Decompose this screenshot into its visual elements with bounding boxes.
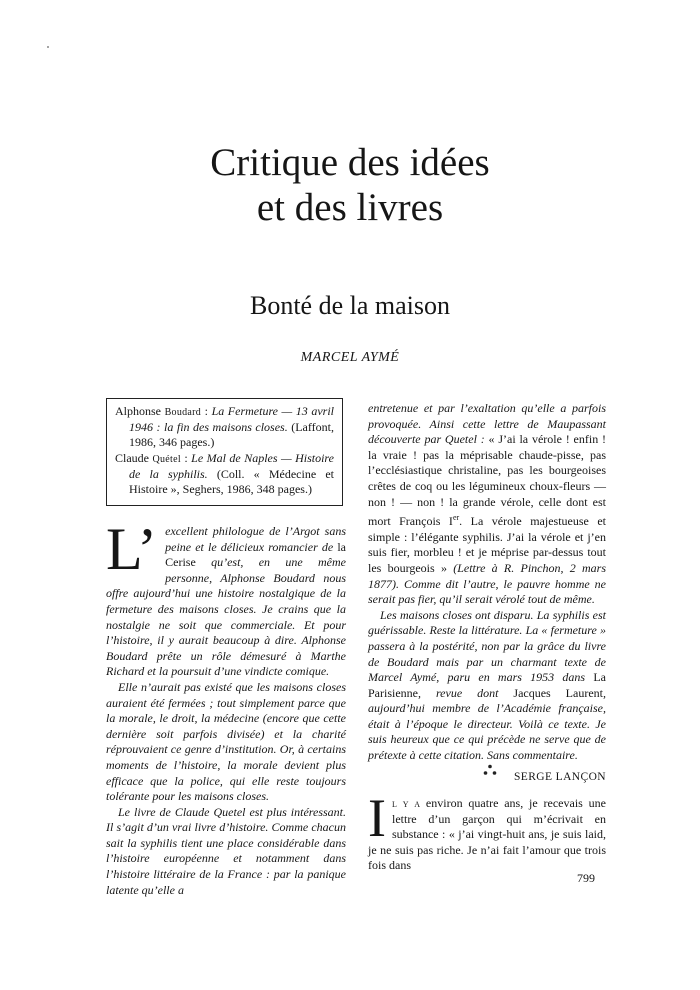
review-text: qu’est, en une même personne, Alphonse Boudard nous offre aujourd’hui une histoire nostalgique de la fermeture des maisons closes. Je crains que la nostalgie ne soit que commerciale. Et pour l’histoire, il y aurait beaucoup à dire. Alphonse Boudard prête un rôle démesuré à Marthe Richard et la poursuit d’une vindicte comique.	[106, 555, 346, 679]
stray-dot	[47, 46, 49, 48]
book-reference	[115, 404, 334, 450]
review-text: , revue dont	[418, 685, 514, 700]
review-text: (Lettre à R. Pinchon, 2 mars 1877). Comme dit l’autre, le pauvre homme ne serait pas fier, qu’il serait vérolé tout de même.	[368, 560, 606, 607]
section-title-line-1: Critique des idées	[210, 141, 490, 184]
review-text: , aujourd’hui membre de l’Académie française, était à l’époque le directeur. Voilà ce texte. Je suis heureux que ce qui précède ne serve que de prétexte à cette citation. Sans commentaire.	[368, 685, 606, 763]
review-text: excellent philologue de l’Argot sans peine et le délicieux romancier de	[165, 524, 346, 554]
person-name: Jacques Laurent	[513, 685, 603, 700]
magazine-name: La Parisienne	[368, 670, 606, 700]
drop-cap: I	[368, 788, 386, 848]
review-left-column	[106, 516, 346, 898]
book-reference	[115, 451, 334, 497]
section-title	[0, 140, 700, 230]
reference-title: La Fermeture — 13 avril 1946 : la fin des maisons closes.	[129, 404, 334, 434]
review-paragraph	[368, 401, 606, 608]
asterism-divider-icon	[483, 764, 497, 776]
section-title-line-2: et des livres	[256, 186, 444, 229]
maupassant-quote: « J’ai la vérole ! enfin ! la vraie ! pas la méprisable chaude-pisse, pas l’ecclésiastique christaline, pas les bourgeoises crêtes de coq ou les légumineux choux-fleurs — non ! — non ! la grande vérole, celle dont est mort François I	[368, 432, 606, 529]
reference-author-last: Boudard	[164, 407, 202, 418]
excerpt-paragraph	[368, 788, 606, 874]
review-paragraph	[368, 608, 606, 764]
review-text: entretenue et par l’exaltation qu’elle a parfois provoquée. Ainsi cette lettre de Maupassant découverte par Quetel :	[368, 401, 606, 447]
reference-separator: :	[180, 451, 192, 465]
reference-author-first: Alphonse	[115, 404, 165, 418]
review-paragraph	[106, 516, 346, 680]
reference-author-first: Claude	[115, 451, 153, 465]
article-author: MARCEL AYMÉ	[300, 350, 400, 365]
maupassant-quote: . La vérole majestueuse et simple : l’élégante syphilis. J’ai la vérole et j’en suis fier, morbleu ! et je méprise par-dessus tout les bourgeois »	[368, 514, 606, 575]
superscript: er	[452, 513, 460, 523]
article-title: Bonté de la maison	[249, 291, 450, 320]
reference-title: Le Mal de Naples — Histoire de la syphilis.	[129, 451, 334, 481]
reference-separator: :	[201, 404, 212, 418]
review-signature: SERGE LANÇON	[513, 770, 606, 783]
book-title-reference: la Cerise	[165, 539, 346, 570]
drop-cap: L’	[106, 516, 158, 582]
reference-details: (Laffont, 1986, 346 pages.)	[129, 420, 334, 449]
page-number: 799	[577, 871, 595, 885]
excerpt-lead: l y a	[391, 796, 421, 810]
reference-author-last: Quétel	[152, 454, 181, 465]
review-paragraph: Elle n’aurait pas existé que les maisons closes auraient été fermées ; tout simplement parce que la morale, le droit, la médecine (encore que cette dernière soit parfois divisée) et la charité réprouvaient ce genre d’institution. Or, à certains moments de l’histoire, la morale devient plus efficace que la police, qui elle reste toujours tolérante pour les maisons closes.	[106, 679, 346, 804]
review-paragraph: Le livre de Claude Quetel est plus intéressant. Il s’agit d’un vrai livre d’histoire. Comme chacun sait la syphilis tient une place considérable dans l’histoire européenne et notamment dans l’histoire littéraire de la France : par la panique latente qu’elle a	[106, 804, 346, 897]
reference-details: (Coll. « Médecine et Histoire », Seghers, 1986, 348 pages.)	[129, 467, 334, 496]
book-references-box	[106, 398, 343, 506]
excerpt-column	[368, 788, 606, 874]
excerpt-text: environ quatre ans, je recevais une lettre d’un garçon qui m’écrivait en substance : « j’ai vingt-huit ans, je suis laid, je ne suis pas riche. Je n’ai fait l’amour que trois fois dans	[368, 796, 606, 873]
review-right-column	[368, 401, 606, 785]
review-text: Les maisons closes ont disparu. La syphilis est guérissable. Reste la littérature. La « fermeture » passera à la postérité, non par la grâce du livre de Boudard mais par un charmant texte de Marcel Aymé, paru en mars 1953 dans	[368, 607, 606, 685]
